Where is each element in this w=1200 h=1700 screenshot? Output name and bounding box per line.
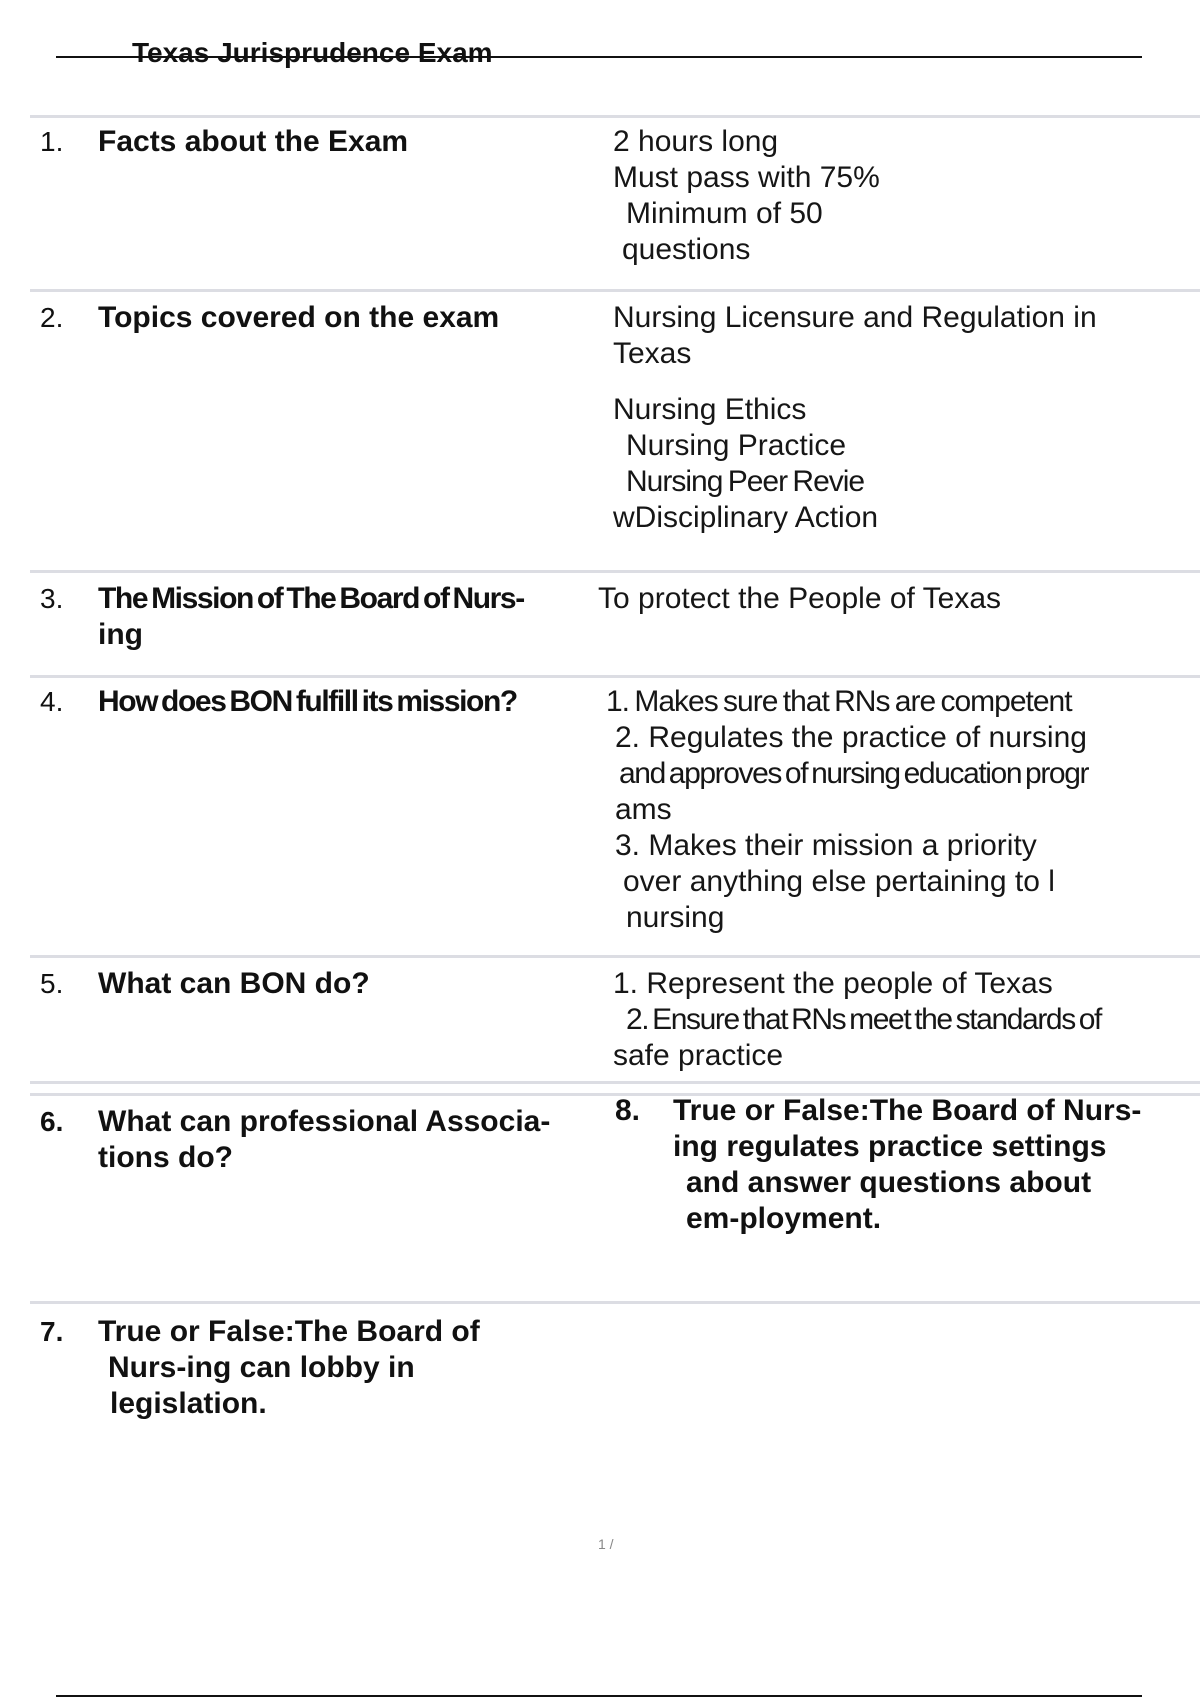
answer-line: wDisciplinary Action bbox=[613, 501, 879, 534]
row-divider bbox=[30, 1081, 1200, 1084]
question-line: What can BON do? bbox=[98, 967, 370, 1000]
question bbox=[673, 1093, 1141, 1237]
question-line: Nurs-ing can lobby in bbox=[108, 1351, 415, 1384]
answer bbox=[613, 124, 880, 268]
item-number: 3. bbox=[40, 583, 64, 614]
row-divider bbox=[30, 289, 1200, 292]
answer-line: 2. Regulates the practice of nursing bbox=[615, 721, 1087, 754]
question-line: What can professional Associa- bbox=[98, 1105, 551, 1138]
answer-line: nursing bbox=[626, 901, 725, 934]
answer-line: over anything else pertaining to l bbox=[623, 865, 1055, 898]
item-number: 7. bbox=[40, 1316, 64, 1347]
row-divider bbox=[30, 1301, 1200, 1304]
answer-line: Minimum of 50 bbox=[626, 197, 823, 230]
answer-line: Nursing Licensure and Regulation in bbox=[613, 301, 1097, 334]
document-header bbox=[56, 30, 1142, 70]
item-number: 5. bbox=[40, 968, 64, 999]
question-line: and answer questions about bbox=[686, 1166, 1092, 1199]
answer bbox=[613, 300, 1097, 536]
question bbox=[98, 966, 370, 1002]
question bbox=[98, 1104, 550, 1176]
question-line: em-ployment. bbox=[686, 1202, 882, 1235]
answer-line: questions bbox=[622, 233, 751, 266]
question-line: Topics covered on the exam bbox=[98, 301, 500, 334]
question bbox=[98, 1314, 480, 1422]
item-number: 4. bbox=[40, 686, 64, 717]
question-line: ing bbox=[98, 618, 143, 651]
answer-line: 1. Represent the people of Texas bbox=[613, 967, 1053, 1000]
item-number: 6. bbox=[40, 1106, 64, 1137]
answer-line: Nursing Peer Revie bbox=[626, 465, 865, 498]
answer-line: Nursing Ethics bbox=[613, 393, 807, 426]
answer-line: 2 hours long bbox=[613, 125, 779, 158]
question-line: True or False:The Board of Nurs- bbox=[673, 1094, 1142, 1127]
answer-line: Must pass with 75% bbox=[613, 161, 880, 194]
answer bbox=[606, 684, 1088, 936]
question bbox=[98, 300, 499, 336]
item-number: 2. bbox=[40, 302, 64, 333]
item-number: 1. bbox=[40, 126, 64, 157]
answer-line: safe practice bbox=[613, 1039, 784, 1072]
answer-line: ams bbox=[615, 793, 672, 826]
answer-line: and approves of nursing education progr bbox=[619, 757, 1089, 790]
question-line: tions do? bbox=[98, 1141, 233, 1174]
question-line: True or False:The Board of bbox=[98, 1315, 480, 1348]
question-line: The Mission of The Board of Nurs- bbox=[98, 582, 524, 615]
page-number: 1 / bbox=[598, 1536, 614, 1552]
footer-rule bbox=[56, 1695, 1142, 1697]
answer-line: 3. Makes their mission a priority bbox=[615, 829, 1037, 862]
answer bbox=[613, 966, 1101, 1074]
document-title: Texas Jurisprudence Exam bbox=[132, 37, 493, 68]
row-divider bbox=[30, 570, 1200, 573]
row-divider bbox=[30, 675, 1200, 678]
row-divider bbox=[30, 955, 1200, 958]
item-number: 8. bbox=[615, 1094, 641, 1127]
row-divider bbox=[30, 115, 1200, 118]
question-line: Facts about the Exam bbox=[98, 125, 409, 158]
answer-line: 1. Makes sure that RNs are competent bbox=[606, 685, 1072, 718]
answer-line: Texas bbox=[613, 337, 692, 370]
question bbox=[98, 581, 524, 653]
question-line: How does BON fulfill its mission? bbox=[98, 685, 517, 718]
question bbox=[98, 684, 517, 720]
spacer bbox=[613, 372, 1097, 392]
question-line: ing regulates practice settings bbox=[673, 1130, 1107, 1163]
answer bbox=[598, 581, 1001, 617]
answer-line: To protect the People of Texas bbox=[598, 582, 1002, 615]
question-line: legislation. bbox=[110, 1387, 267, 1420]
answer-line: 2. Ensure that RNs meet the standards of bbox=[626, 1003, 1101, 1036]
question bbox=[98, 124, 408, 160]
answer-line: Nursing Practice bbox=[626, 429, 847, 462]
